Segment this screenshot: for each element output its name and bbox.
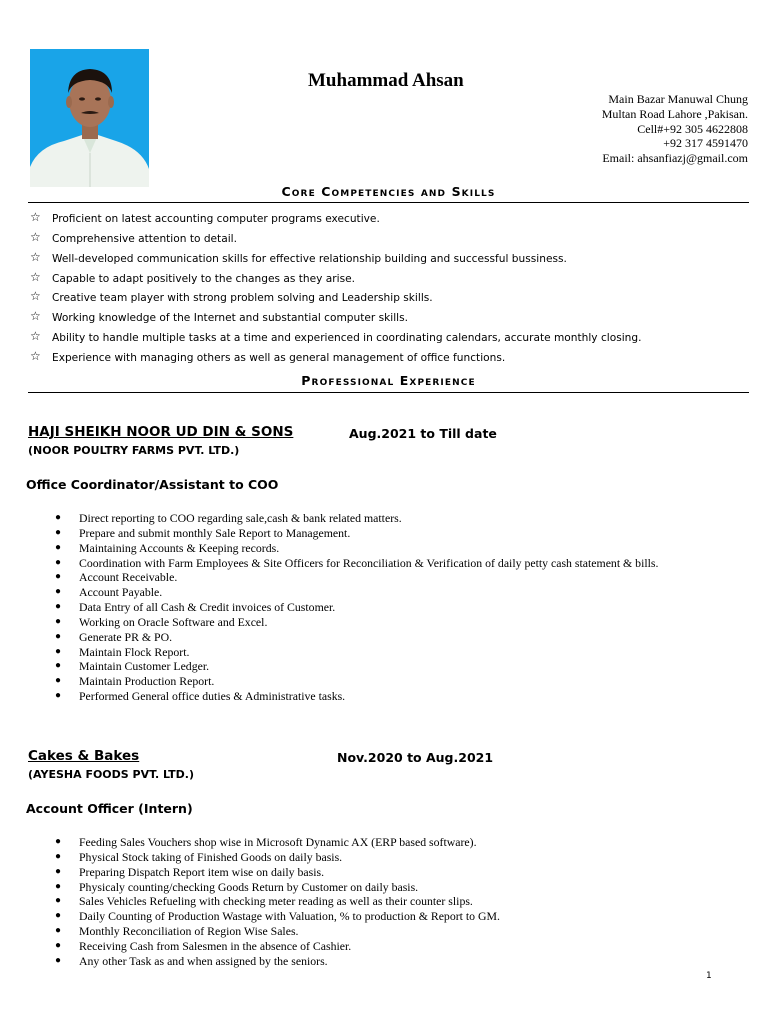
star-bullet-icon: ☆ [30, 289, 41, 304]
star-bullet-icon: ☆ [30, 329, 41, 344]
candidate-name: Muhammad Ahsan [308, 70, 464, 91]
duty-item: ● Maintain Flock Report. [55, 644, 190, 659]
profile-photo [30, 49, 149, 187]
email-line: Email: ahsanfiazj@gmail.com [602, 151, 748, 166]
contact-block [602, 92, 748, 166]
job-company: Cakes & Bakes [28, 748, 140, 764]
skill-item: ☆ Proficient on latest accounting computer programs executive. [30, 210, 380, 225]
page-number: 1 [706, 971, 712, 981]
bullet-icon: ● [55, 601, 62, 613]
duty-item: ● Physical Stock taking of Finished Goods on daily basis. [55, 849, 343, 864]
address-line-1: Main Bazar Manuwal Chung [608, 92, 748, 106]
star-bullet-icon: ☆ [30, 229, 41, 244]
duty-item: ● Receiving Cash from Salesmen in the absence of Cashier. [55, 938, 352, 953]
bullet-icon: ● [55, 586, 62, 598]
bullet-icon: ● [55, 880, 62, 892]
bullet-icon: ● [55, 660, 62, 672]
job-dates: Aug.2021 to Till date [349, 426, 497, 441]
duty-item: ● Data Entry of all Cash & Credit invoices of Customer. [55, 600, 336, 615]
bullet-icon: ● [55, 910, 62, 922]
job-subcompany: (AYESHA FOODS PVT. LTD.) [28, 768, 194, 781]
duty-item: ● Sales Vehicles Refueling with checking meter reading as well as their counter slips. [55, 894, 473, 909]
phone-line-2: +92 317 4591470 [663, 136, 748, 151]
skill-item: ☆ Ability to handle multiple tasks at a time and experienced in coordinating calendars, accurate monthly closing. [30, 329, 642, 345]
experience-section-title: Professional Experience [301, 373, 476, 388]
duty-item: ● Physicaly counting/checking Goods Return by Customer on daily basis. [55, 879, 419, 894]
bullet-icon: ● [55, 675, 62, 687]
skill-item: ☆ Comprehensive attention to detail. [30, 229, 237, 245]
bullet-icon: ● [55, 526, 62, 538]
skill-item: ☆ Well-developed communication skills for effective relationship building and successful bussiness. [30, 249, 567, 265]
star-bullet-icon: ☆ [30, 348, 41, 363]
duty-item: ● Prepare and submit monthly Sale Report to Management. [55, 525, 351, 540]
duty-item: ● Maintain Customer Ledger. [55, 659, 210, 674]
job-duties-list [55, 835, 500, 969]
star-bullet-icon: ☆ [30, 309, 41, 324]
bullet-icon: ● [55, 954, 62, 966]
duty-item: ● Any other Task as and when assigned by the seniors. [55, 953, 328, 968]
duty-item: ● Account Receivable. [55, 570, 178, 585]
bullet-icon: ● [55, 690, 62, 702]
bullet-icon: ● [55, 630, 62, 642]
job-role: Office Coordinator/Assistant to COO [26, 477, 279, 492]
star-bullet-icon: ☆ [30, 269, 41, 284]
section-divider [28, 392, 749, 393]
phone-line-1: Cell#+92 305 4622808 [637, 121, 748, 136]
section-divider [28, 202, 749, 203]
bullet-icon: ● [55, 865, 62, 877]
skill-item: ☆ Working knowledge of the Internet and substantial computer skills. [30, 309, 408, 325]
duty-item: ● Performed General office duties & Administrative tasks. [55, 689, 346, 704]
bullet-icon: ● [55, 925, 62, 937]
bullet-icon: ● [55, 895, 62, 907]
bullet-icon: ● [55, 939, 62, 951]
duty-item: ● Maintaining Accounts & Keeping records. [55, 540, 280, 555]
job-subcompany: (NOOR POULTRY FARMS PVT. LTD.) [28, 444, 240, 457]
portrait-image [30, 49, 149, 187]
bullet-icon: ● [55, 645, 62, 657]
duty-item: ● Preparing Dispatch Report item wise on daily basis. [55, 864, 325, 879]
skills-section-title: Core Competencies and Skills [281, 184, 496, 199]
duty-item: ● Maintain Production Report. [55, 674, 215, 689]
bullet-icon: ● [55, 541, 62, 553]
duty-item: ● Feeding Sales Vouchers shop wise in Microsoft Dynamic AX (ERP based software). [55, 835, 477, 849]
duty-item: ● Account Payable. [55, 585, 163, 600]
skills-list [30, 212, 641, 371]
bullet-icon: ● [55, 556, 62, 568]
duty-item: ● Working on Oracle Software and Excel. [55, 614, 268, 629]
bullet-icon: ● [55, 571, 62, 583]
duty-item: ● Coordination with Farm Employees & Site Officers for Reconciliation & Verification of daily petty cash statement & bills. [55, 555, 659, 570]
skill-item: ☆ Capable to adapt positively to the changes as they arise. [30, 269, 355, 285]
star-bullet-icon: ☆ [30, 249, 41, 264]
job-duties-list [55, 511, 658, 704]
star-bullet-icon: ☆ [30, 210, 41, 224]
bullet-icon: ● [55, 836, 62, 847]
job-company: HAJI SHEIKH NOOR UD DIN & SONS [28, 424, 294, 440]
duty-item: ● Direct reporting to COO regarding sale,cash & bank related matters. [55, 511, 402, 525]
job-dates: Nov.2020 to Aug.2021 [337, 750, 494, 765]
skill-item: ☆ Creative team player with strong problem solving and Leadership skills. [30, 289, 433, 305]
address-line-2: Multan Road Lahore ,Pakisan. [601, 106, 748, 121]
skill-item: ☆ Experience with managing others as well as general management of office functions. [30, 348, 506, 364]
duty-item: ● Daily Counting of Production Wastage with Valuation, % to production & Report to GM. [55, 909, 500, 924]
duty-item: ● Monthly Reconciliation of Region Wise Sales. [55, 924, 299, 939]
job-role: Account Officer (Intern) [26, 801, 193, 816]
bullet-icon: ● [55, 512, 62, 523]
bullet-icon: ● [55, 615, 62, 627]
bullet-icon: ● [55, 850, 62, 862]
duty-item: ● Generate PR & PO. [55, 629, 173, 644]
